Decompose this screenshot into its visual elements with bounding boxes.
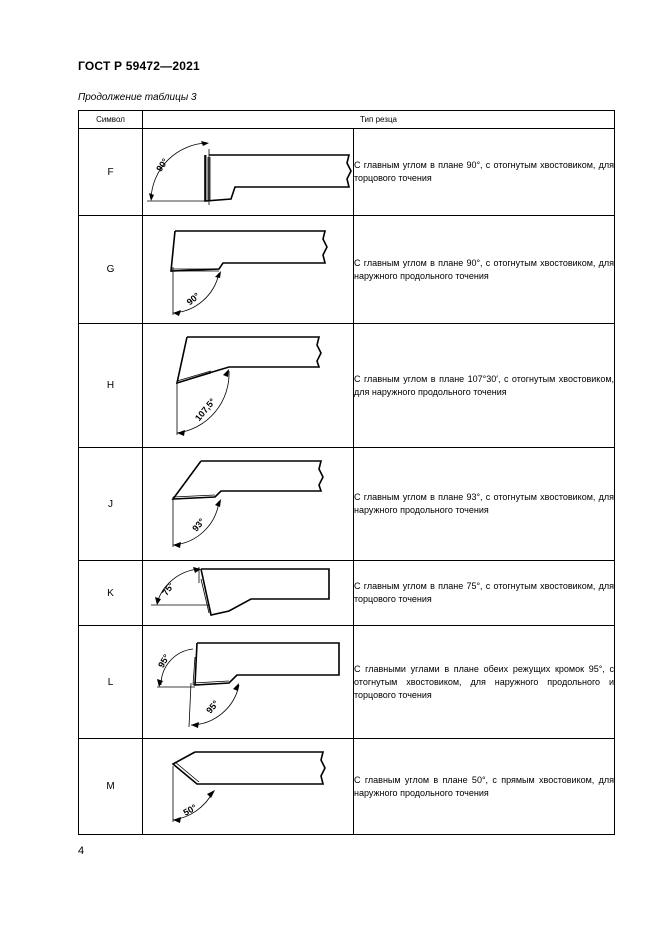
table-row-g [79,216,615,324]
page-number: 4 [78,845,85,857]
symbol-cell: H [79,324,143,448]
column-header-symbol: Символ [79,111,143,129]
description-cell: С главными углами в плане обеих режущих кромок 95°, с отогнутым хвостовиком, для наружного продольного и торцового точения [354,626,615,739]
table-row-j [79,448,615,561]
description-cell: С главным углом в плане 93°, с отогнутым хвостовиком, для наружного продольного точения [354,448,615,561]
description-cell: С главным углом в плане 75°, с отогнутым хвостовиком, для торцового точения [354,561,615,626]
table-row-f [79,129,615,216]
angle-label: 107,5° [193,395,218,423]
description-cell: С главным углом в плане 90°, с отогнутым хвостовиком, для торцового точения [354,129,615,216]
table-row-l [79,626,615,739]
standard-number: ГОСТ Р 59472—2021 [78,59,200,73]
angle-label: 75° [160,580,177,598]
angle-label: 90° [184,290,202,307]
symbol-cell: M [79,739,143,835]
table-row-m [79,739,615,835]
angle-label-2: 95° [204,697,221,715]
symbol-cell: L [79,626,143,739]
cutter-drawing-f [143,129,354,215]
table-header-row [79,111,615,129]
cutter-drawing-g [143,217,354,323]
cutter-types-table [78,110,615,835]
drawing-cell [143,324,354,448]
description-cell: С главным углом в плане 90°, с отогнутым хвостовиком, для наружного продольного точения [354,216,615,324]
symbol-cell: J [79,448,143,561]
drawing-cell [143,626,354,739]
column-header-type: Тип резца [143,111,615,129]
table-continuation-caption: Продолжение таблицы 3 [78,92,197,103]
symbol-cell: K [79,561,143,626]
angle-label: 93° [190,515,207,533]
cutter-drawing-m [143,740,354,834]
drawing-cell [143,739,354,835]
cutter-drawing-l [143,627,354,738]
cutter-drawing-k [143,561,354,625]
description-cell: С главным углом в плане 50°, с прямым хвостовиком, для наружного продольного точения [354,739,615,835]
drawing-cell [143,448,354,561]
angle-label: 95° [156,652,172,669]
angle-label: 90° [154,156,171,174]
description-cell: С главным углом в плане 107°30′, с отогнутым хвостовиком, для наружного продольного точения [354,324,615,448]
cutter-drawing-h [143,325,354,447]
cutter-drawing-j [143,449,354,560]
table-row-h [79,324,615,448]
table-row-k [79,561,615,626]
drawing-cell [143,216,354,324]
drawing-cell [143,561,354,626]
symbol-cell: F [79,129,143,216]
drawing-cell [143,129,354,216]
symbol-cell: G [79,216,143,324]
angle-label: 50° [181,801,199,818]
